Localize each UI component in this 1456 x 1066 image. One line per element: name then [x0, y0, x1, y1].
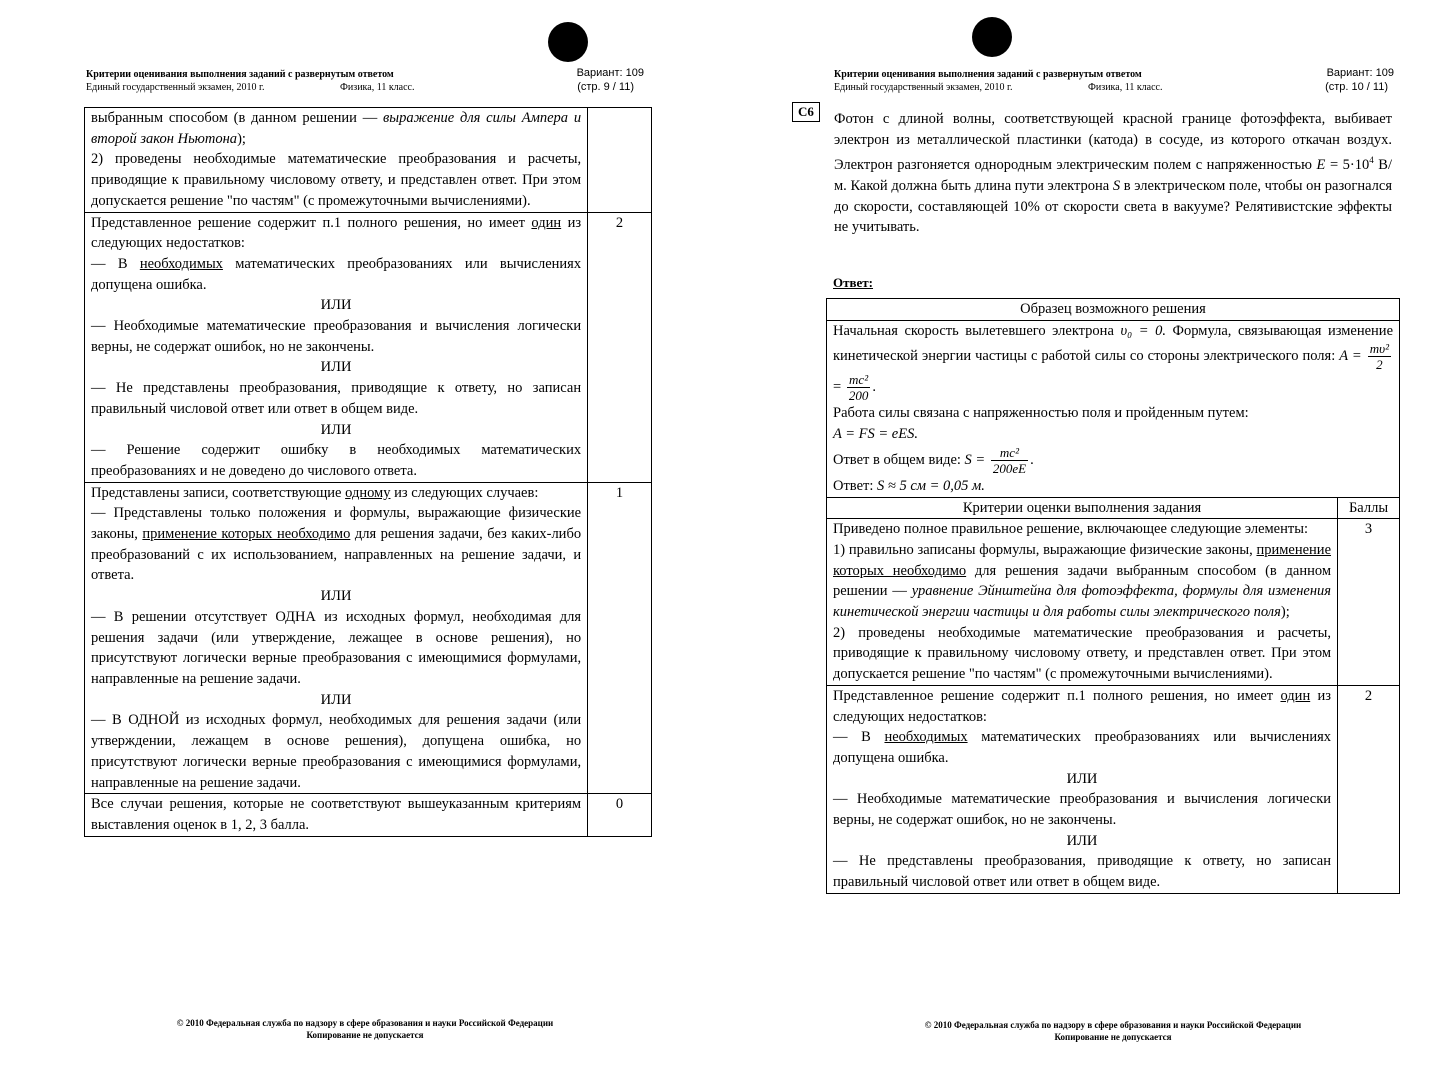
numerator: mc²: [991, 445, 1028, 461]
table-row: [827, 519, 1400, 686]
points-cell: [588, 108, 652, 213]
text: уравнение Эйнштейна для фотоэффекта, формулы для изменения кинетической энергии частицы и для работы силы электрического поля: [833, 583, 1332, 621]
text: Ответ:: [833, 477, 877, 494]
right-header-title: Критерии оценивания выполнения заданий с развернутым ответом: [834, 69, 1142, 80]
text: υ₀ = 0.: [1120, 322, 1166, 339]
text: 1) правильно записаны формулы, выражающие физические законы,: [833, 541, 1257, 558]
right-solution-table: [826, 298, 1400, 894]
footer-notice: Копирование не допускается: [1054, 1032, 1172, 1042]
denominator: 2: [1376, 357, 1383, 373]
table-row: [827, 497, 1400, 519]
solution-text: [827, 320, 1400, 497]
points-cell: 1: [588, 482, 652, 794]
text: — Необходимые математические преобразования и вычисления логически верны, не содержат ошибок, но не закончены.: [91, 318, 582, 355]
text: );: [1280, 604, 1290, 621]
or-label: ИЛИ: [320, 421, 352, 438]
footer-notice: Копирование не допускается: [306, 1030, 424, 1040]
table-row: [85, 108, 652, 213]
text: Приведено полное правильное решение, включающее следующие элементы:: [833, 521, 1308, 538]
text: из следующих недостатков:: [91, 214, 582, 252]
fraction: [1368, 341, 1391, 372]
table-row: [827, 685, 1400, 893]
punch-hole-left: [548, 22, 588, 62]
points-cell: 2: [1338, 685, 1400, 893]
text: математических преобразованиях или вычислениях допущена ошибка.: [833, 729, 1332, 766]
left-header-title: Критерии оценивания выполнения заданий с развернутым ответом: [86, 69, 394, 80]
or-label: ИЛИ: [320, 297, 352, 314]
criteria-text: [827, 685, 1338, 893]
right-footer: [866, 1019, 1360, 1043]
text: применение которых необходимо: [142, 526, 351, 543]
text: Работа силы связана с напряженностью поля и пройденным путем:: [833, 405, 1249, 422]
text: один: [531, 214, 562, 231]
footer-copyright: © 2010 Федеральная служба по надзору в сфере образования и науки Российской Федерации: [924, 1020, 1302, 1030]
points-cell: 3: [1338, 519, 1400, 686]
text: необходимых: [139, 255, 223, 272]
text: из следующих недостатков:: [833, 687, 1332, 725]
text: из следующих случаев:: [390, 484, 539, 501]
text: S =: [964, 451, 986, 468]
text: — Не представлены преобразования, приводящие к ответу, но записан правильный числовой ответ или ответ в общем виде.: [833, 853, 1332, 891]
text: 2) проведены необходимые математические преобразования и расчеты, приводящие к правильному числовому ответу, и представлен ответ. При этом допускается решение "по частям" (с промежуточными вычислениями).: [91, 151, 582, 209]
text: A = FS = eES.: [833, 426, 918, 443]
text: — Необходимые математические преобразования и вычисления логически верны, не содержат ошибок, но не закончены.: [833, 791, 1332, 829]
fraction: [991, 445, 1028, 476]
right-variant: Вариант: 109: [1326, 67, 1394, 79]
criteria-text: [85, 108, 588, 213]
criteria-header: Критерии оценки выполнения задания: [827, 497, 1338, 519]
table-row: [85, 212, 652, 482]
table-row: [827, 320, 1400, 497]
right-header-subject: Физика, 11 класс.: [1088, 82, 1163, 93]
text: Представленное решение содержит п.1 полного решения, но имеет: [833, 687, 1281, 704]
task-number: C6: [792, 102, 820, 122]
points-cell: 2: [588, 212, 652, 482]
table-row: [85, 794, 652, 836]
text: Представленное решение содержит п.1 полного решения, но имеет: [91, 214, 532, 231]
solution-title: Образец возможного решения: [827, 299, 1400, 321]
text: 2) проведены необходимые математические преобразования и расчеты, приводящие к правильному числовому ответу, и представлен ответ. При этом допускается решение "по частям" (с промежуточными вычислениями).: [833, 624, 1332, 683]
text: В/м. Какой должна быть длина пути электрона: [834, 157, 1392, 194]
text: S ≈ 5 см = 0,05 м.: [877, 477, 985, 494]
formula-a: A =: [1339, 348, 1362, 365]
text: выражение для силы Ампера и второй закон Ньютона: [91, 110, 582, 147]
table-row: [85, 482, 652, 794]
text: выбранным способом (в данном решении —: [91, 110, 383, 126]
text: E: [1316, 157, 1326, 174]
criteria-text: [85, 212, 588, 482]
right-page-number: (стр. 10 / 11): [1325, 81, 1388, 93]
or-label: ИЛИ: [1066, 832, 1098, 849]
text: — Решение содержит ошибку в необходимых математических преобразованиях и не доведено до числового ответа.: [91, 442, 582, 479]
criteria-text: Все случаи решения, которые не соответствуют вышеуказанным критериям выставления оценок в 1, 2, 3 балла.: [85, 794, 588, 836]
text: Начальная скорость вылетевшего электрона: [833, 322, 1121, 339]
text: );: [237, 130, 246, 147]
answer-label: Ответ:: [833, 275, 874, 290]
left-variant: Вариант: 109: [576, 67, 644, 79]
denominator: 200eE: [992, 460, 1027, 476]
points-header: Баллы: [1338, 497, 1400, 519]
text: Формула, связывающая изменение кинетической энергии частицы с работой силы со стороны электрического поля:: [833, 322, 1394, 365]
text: для решения задачи, без каких-либо преобразований с их использованием, направленных на решение задачи, и ответа.: [91, 526, 582, 584]
equals: =: [833, 379, 842, 396]
punch-hole-right: [972, 17, 1012, 57]
or-label: ИЛИ: [1066, 770, 1098, 787]
text: — Представлены только положения и формулы, выражающие физические законы,: [91, 505, 582, 543]
text: Представлены записи, соответствующие: [91, 484, 346, 501]
numerator: mυ²: [1369, 341, 1389, 357]
text: — В ОДНОЙ из исходных формул, необходимых для решения задачи (или утверждении, лежащем в основе решения), допущена ошибка, но присутствуют логически верные преобразования с имеющимися формулами, направленные на решение задачи.: [91, 712, 582, 791]
left-criteria-table: [84, 107, 652, 837]
period: .: [872, 379, 876, 396]
numerator: mc²: [847, 372, 871, 388]
text: S: [1112, 177, 1121, 194]
text: математических преобразованиях или вычислениях допущена ошибка.: [91, 255, 582, 293]
text: — В решении отсутствует ОДНА из исходных формул, необходимая для решения задачи (или утверждение, лежащее в основе решения), но присутствуют логически верные преобразования с имеющимися формулами, направленные на решение задачи.: [91, 608, 582, 687]
footer-copyright: © 2010 Федеральная служба по надзору в сфере образования и науки Российской Федерации: [176, 1018, 554, 1028]
or-label: ИЛИ: [320, 691, 352, 708]
left-page-number: (стр. 9 / 11): [577, 81, 634, 93]
table-row: [827, 299, 1400, 321]
left-footer: [120, 1017, 610, 1041]
left-header-subject: Физика, 11 класс.: [340, 82, 415, 93]
task-text: [834, 109, 1392, 238]
text: одному: [345, 484, 391, 501]
text: в электрическом поле, чтобы он разогнался до скорости, составляющей 10% от скорости света в вакууме? Релятивистские эффекты не учитывать.: [834, 177, 1392, 236]
text: для решения задачи выбранным способом (в данном решении —: [833, 562, 1332, 600]
criteria-text: [827, 519, 1338, 686]
left-header-exam: Единый государственный экзамен, 2010 г.: [86, 82, 265, 93]
period: .: [1030, 451, 1034, 468]
fraction: [847, 372, 871, 403]
criteria-text: [85, 482, 588, 794]
text: необходимых: [884, 729, 968, 746]
text: Фотон с длиной волны, соответствующей красной границе фотоэффекта, выбивает электрон из металлической пластинки (катода) в сосуде, из которого откачан воздух. Электрон разгоняется однородным электрическим полем с напряженностью: [834, 111, 1392, 174]
text: — В: [833, 729, 885, 746]
text: — Не представлены преобразования, приводящие к ответу, но записан правильный числовой ответ или ответ в общем виде.: [91, 380, 582, 417]
text: = 5·10: [1325, 157, 1370, 174]
text: Ответ в общем виде:: [833, 451, 965, 468]
text: 4: [1369, 155, 1374, 166]
right-header-exam: Единый государственный экзамен, 2010 г.: [834, 82, 1013, 93]
text: один: [1280, 687, 1311, 704]
text: — В: [91, 255, 140, 272]
or-label: ИЛИ: [320, 359, 352, 376]
or-label: ИЛИ: [320, 588, 352, 605]
points-cell: 0: [588, 794, 652, 836]
denominator: 200: [848, 388, 869, 404]
text: применение которых необходимо: [833, 541, 1332, 579]
